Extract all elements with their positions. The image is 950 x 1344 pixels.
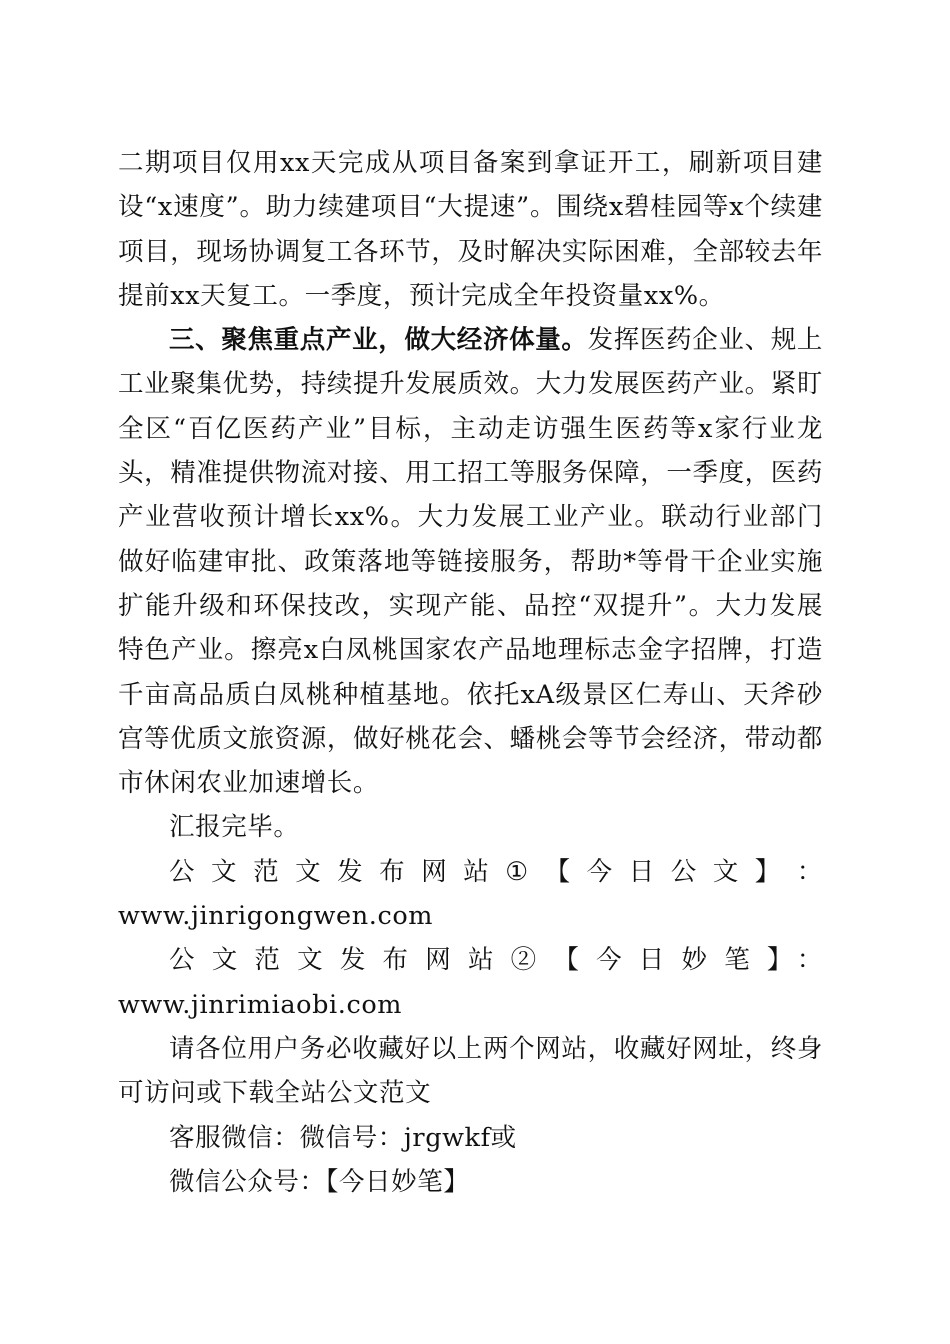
- site2-line[interactable]: 公文范文发布网站②【今日妙笔】：www.jinrimiaobi.com: [118, 945, 823, 1020]
- paragraph-key-industries: [118, 318, 823, 805]
- site1-label-char: 网: [421, 856, 448, 887]
- site1-label-char: 文: [211, 856, 238, 887]
- site1-label-char: 文: [295, 856, 322, 887]
- paragraph-project-progress: 二期项目仅用xx天完成从项目备案到拿证开工，刷新项目建设“x速度”。助力续建项目“大提速”。围绕x碧桂园等x个续建项目，现场协调复工各环节，及时解决实际困难，全部较去年提前xx天复工。一季度，预计完成全年投资量xx%。: [118, 148, 823, 311]
- site1-label-char: 范: [253, 856, 280, 887]
- section-body: 发挥医药企业、规上工业聚集优势，持续提升发展质效。大力发展医药产业。紧盯全区“百亿医药产业”目标，主动走访强生医药等x家行业龙头，精准提供物流对接、用工招工等服务保障，一季度，医药产业营收预计增长xx%。大力发展工业产业。联动行业部门做好临建审批、政策落地等链接服务，帮助*等骨干企业实施扩能升级和环保技改，实现产能、品控“双提升”。大力发展特色产业。擦亮x白凤桃国家农产品地理标志金字招牌，打造千亩高品质白凤桃种植基地。依托xA级景区仁寿山、天斧砂宫等优质文旅资源，做好桃花会、蟠桃会等节会经济，带动都市休闲农业加速增长。: [118, 325, 823, 799]
- site1-url[interactable]: www.jinrigongwen.com: [118, 901, 434, 932]
- site1-label-char: 今: [586, 856, 613, 887]
- site1-label-char: 】: [754, 856, 781, 887]
- site1-label-char: 站: [463, 856, 490, 887]
- site1-label-char: 公: [670, 856, 697, 887]
- site1-label-char: 公: [169, 856, 196, 887]
- site1-label-char: 布: [379, 856, 406, 887]
- bookmark-notice: 请各位用户务必收藏好以上两个网站，收藏好网址，终身可访问或下载全站公文范文: [118, 1033, 823, 1109]
- service-wechat: 客服微信：微信号：jrgwkf或: [169, 1122, 517, 1153]
- site1-label-char: ：: [796, 856, 823, 887]
- site1-label-char: 发: [337, 856, 364, 887]
- closing-text: 汇报完毕。: [169, 812, 300, 843]
- site1-label-line: [118, 850, 823, 894]
- document-body: [118, 141, 823, 1204]
- site1-label-char: 日: [628, 856, 655, 887]
- official-account: 微信公众号：【今日妙笔】: [169, 1166, 470, 1197]
- section-heading: 三、聚焦重点产业，做大经济体量。: [169, 325, 588, 356]
- site1-label-char: 【: [544, 856, 571, 887]
- site1-label-char: ①: [505, 856, 529, 887]
- site1-label-char: 文: [712, 856, 739, 887]
